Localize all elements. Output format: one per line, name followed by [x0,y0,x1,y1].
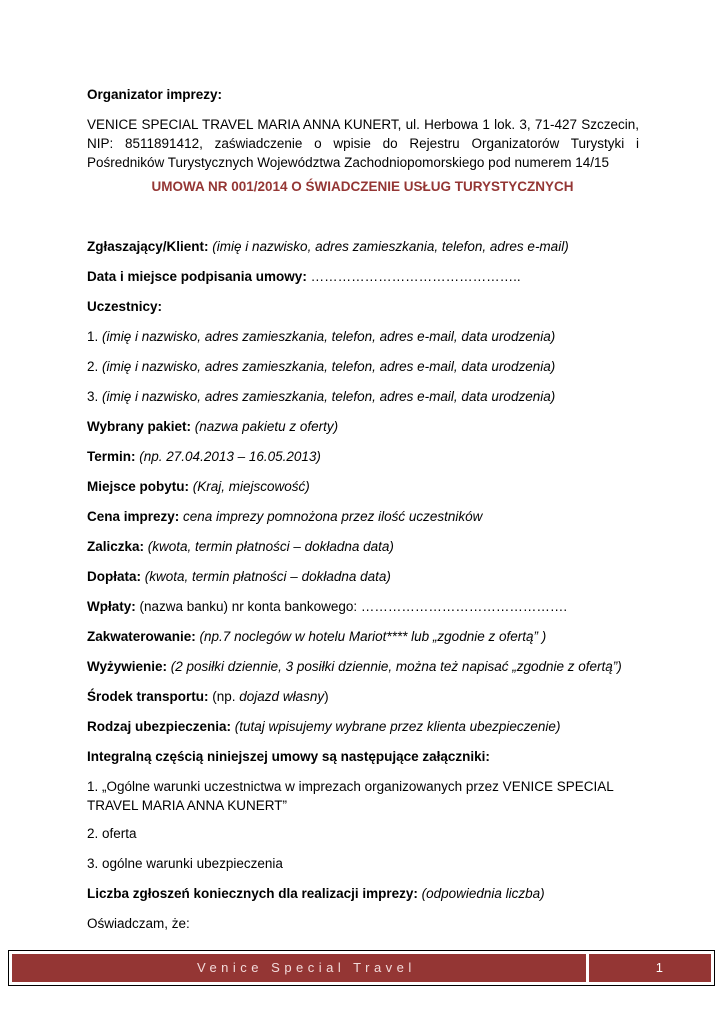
min-participants-field [87,884,639,904]
insurance-value: (tutaj wpisujemy wybrane przez klienta ubezpieczenie) [231,719,561,734]
insurance-field [87,717,639,737]
participant-item [87,357,639,377]
min-participants-label: Liczba zgłoszeń koniecznych dla realizacji imprezy: [87,886,418,901]
price-value: cena imprezy pomnożona przez ilość uczestników [179,509,483,524]
place-field [87,477,639,497]
footer-page-band [589,954,711,982]
price-field [87,507,639,527]
place-label: Miejsce pobytu: [87,479,190,494]
page-footer [8,950,715,986]
surcharge-field [87,567,639,587]
transport-value-italic: dojazd własny [239,689,325,704]
declaration-text: Oświadczam, że: [87,916,190,931]
accommodation-value: (np.7 noclegów w hotelu Mariot**** lub „zgodnie z ofertą” ) [195,629,547,644]
package-field [87,417,639,437]
participant-value: (imię i nazwisko, adres zamieszkania, telefon, adres e-mail, data urodzenia) [102,359,556,374]
transport-label: Środek transportu: [87,689,209,704]
attachments-label: Integralną częścią niniejszej umowy są następujące załączniki: [87,749,490,764]
organizer-text: VENICE SPECIAL TRAVEL MARIA ANNA KUNERT, ul. Herbowa 1 lok. 3, 71-427 Szczecin, NIP: 8511891412, zaświadczenie o wpisie do Rejestru Organizatorów Turystyki i Pośredników Turystycznych Województwa Zachodniopomorskiego pod numerem 14/15 [87,117,639,170]
price-label: Cena imprezy: [87,509,180,524]
payments-field [87,597,639,617]
participant-value: (imię i nazwisko, adres zamieszkania, telefon, adres e-mail, data urodzenia) [102,389,556,404]
payments-value: (nazwa banku) nr konta bankowego: ………………………………………. [135,599,568,614]
term-value: (np. 27.04.2013 – 16.05.2013) [135,449,321,464]
meals-field [87,657,639,677]
signing-label: Data i miejsce podpisania umowy: [87,269,307,284]
term-field [87,447,639,467]
client-value: (imię i nazwisko, adres zamieszkania, telefon, adres e-mail) [208,239,569,254]
participants-label: Uczestnicy: [87,299,163,314]
accommodation-field [87,627,639,647]
footer-company-name: Venice Special Travel [197,960,416,975]
transport-field [87,687,639,707]
deposit-field [87,537,639,557]
package-value: (nazwa pakietu z oferty) [191,419,339,434]
contract-title: UMOWA NR 001/2014 O ŚWIADCZENIE USŁUG TURYSTYCZNYCH [151,179,574,194]
place-value: (Kraj, miejscowość) [189,479,310,494]
attachment-item-continued: TRAVEL MARIA ANNA KUNERT” [87,798,288,813]
accommodation-label: Zakwaterowanie: [87,629,196,644]
participant-number: 2. [87,359,103,374]
meals-label: Wyżywienie: [87,659,168,674]
signing-value: ……………………………………….. [306,269,521,284]
footer-company-band [12,954,586,982]
client-label: Zgłaszający/Klient: [87,239,209,254]
participant-item [87,387,639,407]
page-number: 1 [655,960,663,975]
participant-number: 1. [87,329,103,344]
term-label: Termin: [87,449,136,464]
package-label: Wybrany pakiet: [87,419,192,434]
transport-value-end: ) [324,689,329,704]
attachment-item: 3. ogólne warunki ubezpieczenia [87,856,283,871]
signing-field [87,267,639,287]
min-participants-value: (odpowiednia liczba) [417,886,545,901]
attachment-item: 2. oferta [87,826,137,841]
payments-label: Wpłaty: [87,599,136,614]
insurance-label: Rodzaj ubezpieczenia: [87,719,232,734]
attachment-item: 1. „Ogólne warunki uczestnictwa w imprezach organizowanych przez VENICE SPECIAL [87,779,614,794]
organizer-label: Organizator imprezy: [87,87,223,102]
transport-value: (np. [208,689,240,704]
participant-item [87,327,639,347]
client-field [87,237,639,257]
meals-value: (2 posiłki dziennie, 3 posiłki dziennie, można też napisać „zgodnie z ofertą”) [167,659,622,674]
participant-value: (imię i nazwisko, adres zamieszkania, telefon, adres e-mail, data urodzenia) [102,329,556,344]
surcharge-label: Dopłata: [87,569,141,584]
deposit-value: (kwota, termin płatności – dokładna data) [144,539,394,554]
deposit-label: Zaliczka: [87,539,145,554]
surcharge-value: (kwota, termin płatności – dokładna data) [141,569,391,584]
participant-number: 3. [87,389,103,404]
